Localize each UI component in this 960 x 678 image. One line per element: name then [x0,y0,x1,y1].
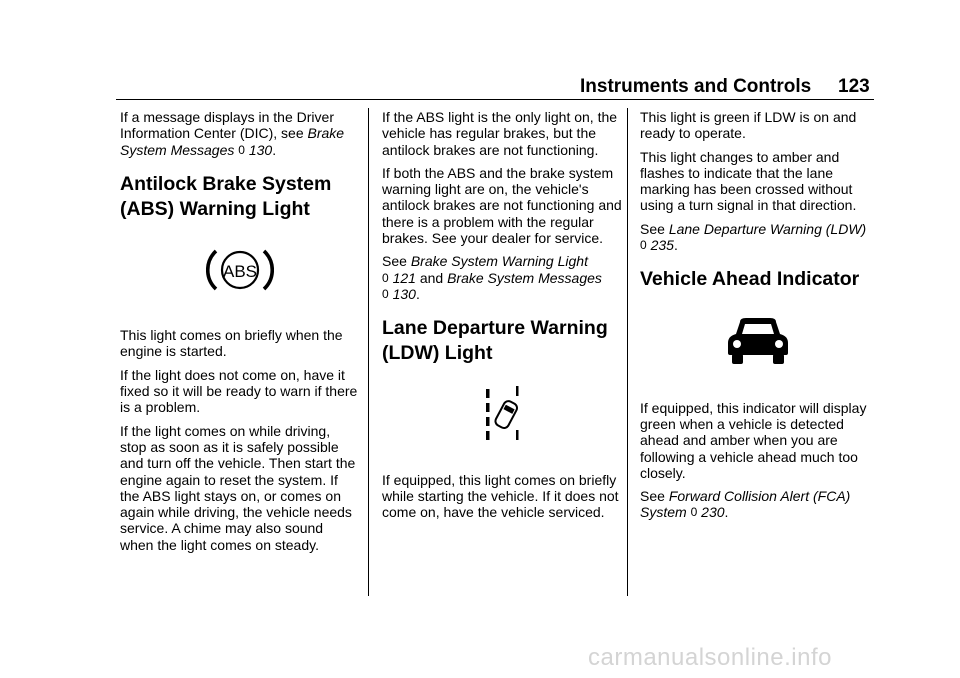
text: and [415,269,448,286]
lane-departure-icon [382,384,622,445]
xref-page[interactable]: 130 [248,141,273,158]
section-title: Instruments and Controls [580,76,812,97]
paragraph: This light changes to amber and flashes to indicate that the lane marking has been crossed without using a turn signal in that direction. [640,148,857,214]
paragraph: If equipped, this indicator will display green when a vehicle is detected ahead and amber when you are following a vehicle ahead much too closely. [640,399,867,481]
xref-page[interactable]: 130 [392,285,416,302]
xref-page[interactable]: 235 [650,237,674,254]
section-heading: Antilock Brake System (ABS) Warning Light [120,172,332,220]
column-3 [640,109,880,528]
paragraph: If the ABS light is the only light on, the vehicle has regular brakes, but the antilock brakes are not functioning. [382,109,618,158]
text: . [415,285,420,302]
xref-arrow-icon: 0 [382,270,389,285]
xref-link[interactable]: Brake System Warning Light [410,253,588,270]
xref-page[interactable]: 121 [392,269,416,286]
column-1 [120,109,360,560]
paragraph: If the light does not come on, have it fixed so it will be ready to warn if there is a problem. [120,366,358,416]
text: . [673,237,678,254]
vehicle-ahead-icon [640,316,880,369]
text: See [382,253,411,270]
column-divider-1 [368,108,369,596]
text: See [640,488,669,505]
abs-icon-label: ABS [222,261,258,281]
paragraph [640,488,880,521]
xref-link[interactable]: Brake System Messages [447,269,602,286]
column-2 [382,109,622,527]
xref-arrow-icon: 0 [640,238,647,253]
watermark: carmanualsonline.info [588,644,832,671]
paragraph: This light is green if LDW is on and ready to operate. [640,109,857,142]
xref-arrow-icon: 0 [238,142,245,157]
page-number: 123 [838,76,870,97]
paragraph [382,253,622,302]
section-heading: Lane Departure Warning (LDW) Light [382,317,608,365]
section-heading: Vehicle Ahead Indicator [640,268,860,291]
paragraph [120,109,360,158]
xref-link[interactable]: Lane Departure Warning (LDW) [668,220,867,237]
xref-arrow-icon: 0 [382,286,389,301]
column-divider-2 [627,108,628,596]
text: See [640,220,669,237]
paragraph: This light comes on briefly when the engine is started. [120,327,343,360]
xref-link[interactable]: Brake System Messages [120,125,345,158]
xref-link[interactable]: Forward Collision Alert (FCA) System [640,488,851,521]
header-rule [116,99,874,100]
xref-page[interactable]: 230 [701,504,725,521]
paragraph: If the light comes on while driving, stop as soon as it is safely possible and turn off the vehicle. Then start the engine again to reset the system. If the ABS light stays on, or comes on again while driving, the vehicle needs service. A chime may also sound when the light comes on steady. [120,422,356,553]
text: . [272,141,277,158]
paragraph [640,221,880,254]
text: . [724,504,729,521]
paragraph: If equipped, this light comes on briefly while starting the vehicle. If it does not come on, have the vehicle serviced. [382,471,619,521]
abs-warning-icon [120,244,360,299]
paragraph: If both the ABS and the brake system warning light are on, the vehicle's antilock brakes are not functioning and there is a problem with the regular brakes. See your dealer for service. [382,164,622,247]
xref-arrow-icon: 0 [690,505,698,520]
text: If a message displays in the Driver Information Center (DIC), see [120,109,334,142]
